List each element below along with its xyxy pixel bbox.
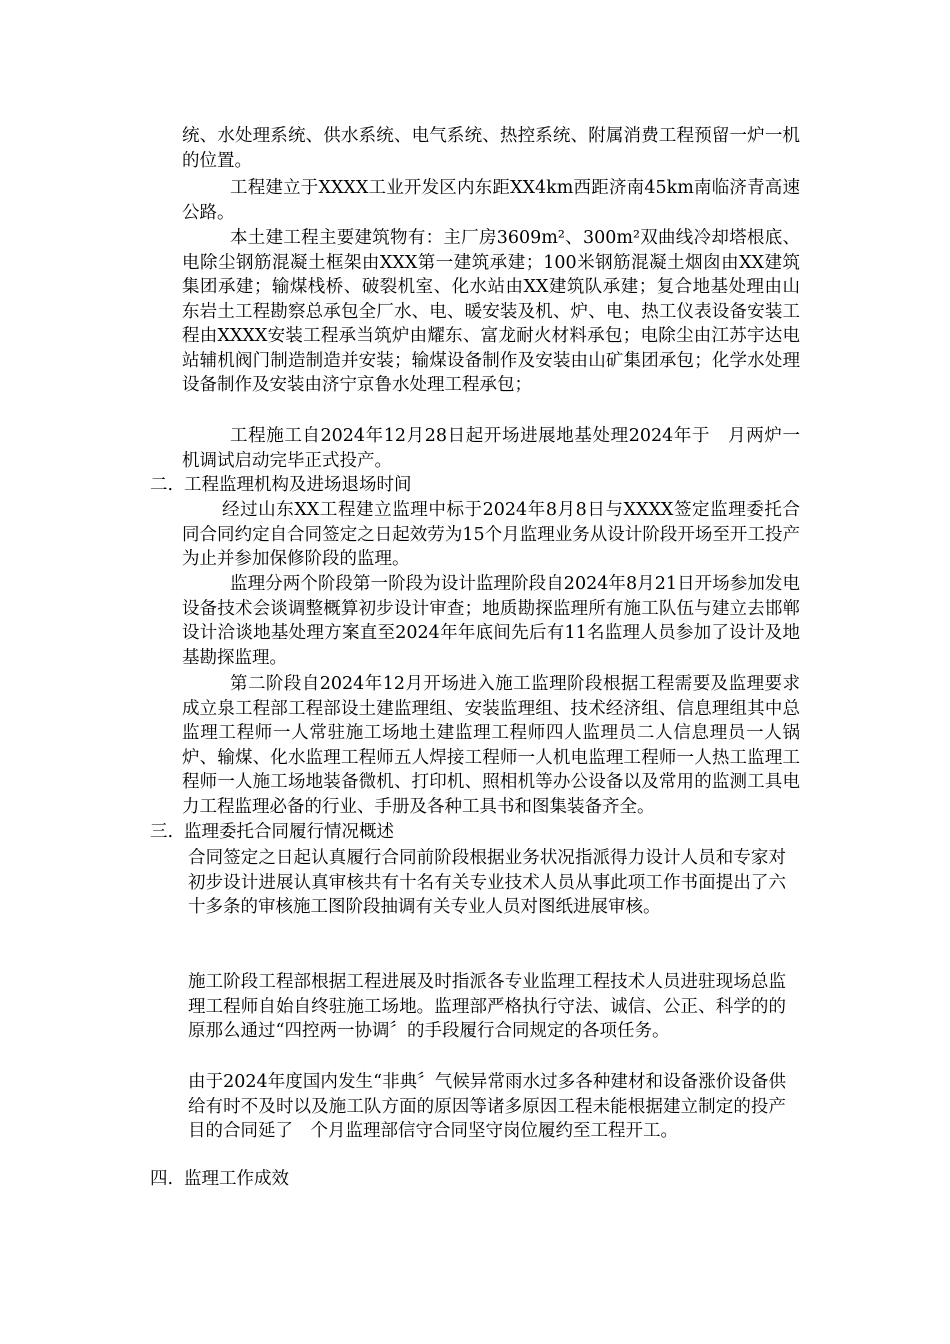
section-number: 二.: [150, 475, 174, 495]
paragraph-design-review: 合同签定之日起认真履行合同前阶段根据业务状况指派得力设计人员和专家对初步设计进展认真审核共有十名有关专业技术人员从事此项工作书面提出了六十多条的审核施工图阶段抽调有关专业人员对图纸进展审核。: [188, 848, 786, 917]
section-title: 工程监理机构及进场退场时间: [184, 475, 412, 495]
paragraph-phase-two: 第二阶段自2024年12月开场进入施工监理阶段根据工程需要及监理要求成立泉工程部工程部设土建监理组、安装监理组、技术经济组、信息理组其中总监理工程师一人常驻施工场地土建监理工程师四人监理员二人信息理员一人锅炉、输煤、化水监理工程师五人焊接工程师一人机电监理工程师一人热工监理工程师一人施工场地装备微机、打印机、照相机等办公设备以及常用的监测工具电力工程监理必备的行业、手册及各种工具书和图集装备齐全。: [182, 674, 800, 817]
paragraph-scope-continued: 统、水处理系统、供水系统、电气系统、热控系统、附属消费工程预留一炉一机的位置。: [182, 126, 800, 171]
section-heading-3: [150, 820, 394, 845]
paragraph-delay: 由于2024年度国内发生“非典〞气候异常雨水过多各种建材和设备涨价设备供给有时不及时以及施工队方面的原因等诸多原因工程未能根据建立制定的投产目的合同延了 个月监理部信守合同坚守岗位履约至工程开工。: [188, 1072, 786, 1141]
section-number: 四.: [150, 1169, 174, 1189]
section-number: 三.: [150, 822, 174, 842]
paragraph-construction-supervision: 施工阶段工程部根据工程进展及时指派各专业监理工程技术人员进驻现场总监理工程师自始自终驻施工场地。监理部严格执行守法、诚信、公正、科学的的原那么通过“四控两一协调〞的手段履行合同规定的各项任务。: [188, 972, 786, 1041]
section-title: 监理委托合同履行情况概述: [184, 822, 394, 842]
paragraph-buildings: 本土建工程主要建筑物有：主厂房3609m²、300m²双曲线冷却塔根底、电除尘钢筋混凝土框架由XXX第一建筑承建；100米钢筋混凝土烟囱由XX建筑集团承建；输煤栈桥、破裂机室、化水站由XX建筑队承建；复合地基处理由山东岩土工程勘察总承包全厂水、电、暖安装及机、炉、电、热工仪表设备安装工程由XXXX安装工程承当筑炉由耀东、富龙耐火材料承包；电除尘由江苏宇达电站辅机阀门制造制造并安装；输煤设备制作及安装由山矿集团承包；化学水处理设备制作及安装由济宁京鲁水处理工程承包；: [182, 228, 800, 395]
paragraph-phase-one: 监理分两个阶段第一阶段为设计监理阶段自2024年8月21日开场参加发电设备技术会谈调整概算初步设计审查；地质勘探监理所有施工队伍与建立去邯郸设计洽谈地基处理方案直至2024年年底间先后有11名监理人员参加了设计及地基勘探监理。: [182, 574, 800, 668]
section-heading-4: [150, 1167, 289, 1192]
section-heading-2: [150, 473, 412, 498]
paragraph-construction-period: 工程施工自2024年12月28日起开场进展地基处理2024年于 月两炉一机调试启动完毕正式投产。: [182, 426, 800, 471]
section-title: 监理工作成效: [184, 1169, 289, 1189]
paragraph-location: 工程建立于XXXX工业开发区内东距XX4km西距济南45km南临济青高速公路。: [182, 178, 800, 223]
paragraph-contract: 经过山东XX工程建立监理中标于2024年8月8日与XXXX签定监理委托合同合同约定自合同签定之日起效劳为15个月监理业务从设计阶段开场至开工投产为止并参加保修阶段的监理。: [182, 500, 800, 569]
